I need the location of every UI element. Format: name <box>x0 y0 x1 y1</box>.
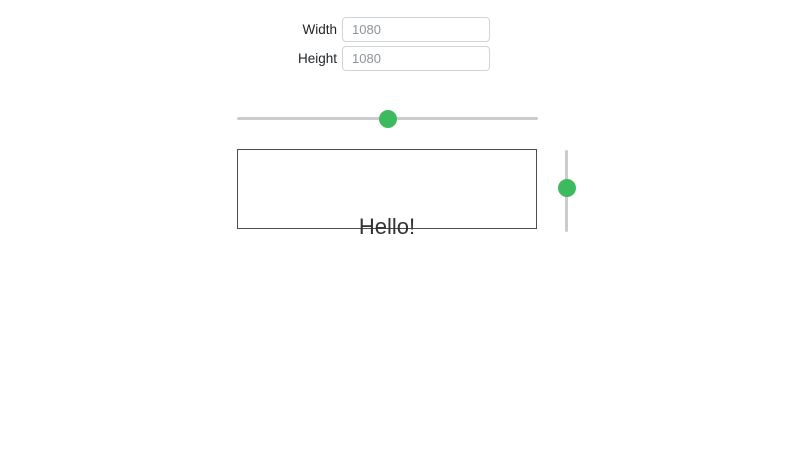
width-label: Width <box>302 22 337 37</box>
height-input[interactable] <box>342 46 490 71</box>
width-input[interactable] <box>342 17 490 42</box>
preview-box <box>237 149 537 229</box>
preview-message: Hello! <box>358 214 416 239</box>
height-label: Height <box>297 51 337 66</box>
vertical-slider-thumb[interactable] <box>558 179 576 197</box>
horizontal-slider-thumb[interactable] <box>379 110 397 128</box>
